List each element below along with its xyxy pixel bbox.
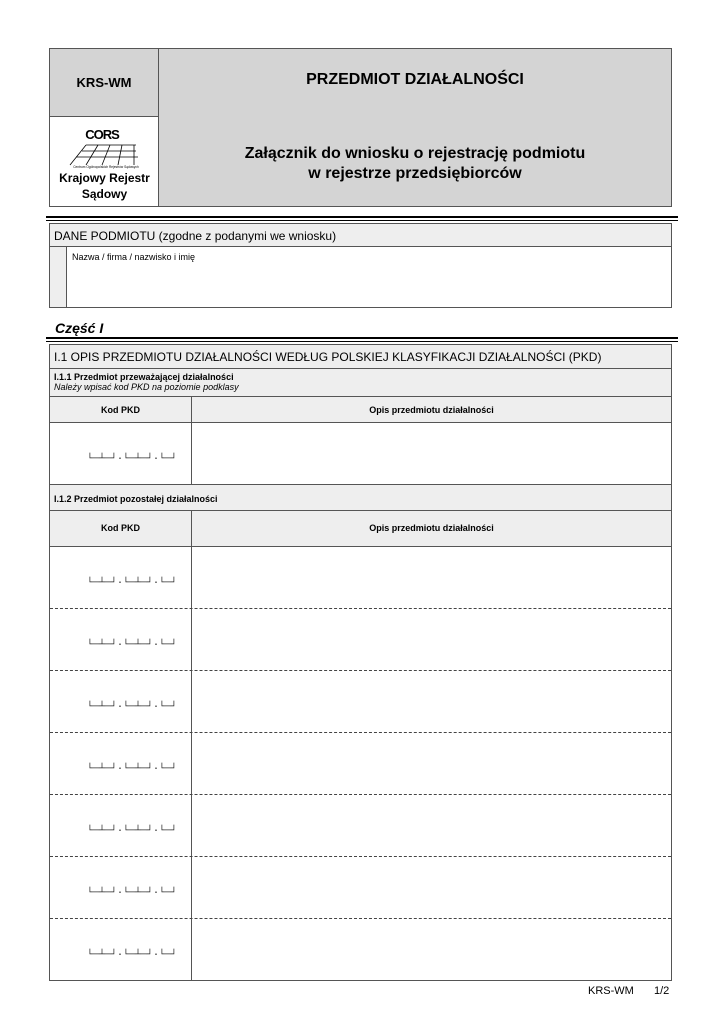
main-column-header: [50, 397, 671, 423]
activity-description-field[interactable]: [192, 609, 671, 670]
entity-data-heading: DANE PODMIOTU (zgodne z podanymi we wniosku): [50, 224, 671, 247]
title-panel: [159, 49, 671, 206]
logo-line-1: Krajowy Rejestr: [59, 171, 150, 185]
logo-caption: Centrum Ogólnopolskich Rejestrów Sądowych: [73, 165, 139, 169]
page-footer: [588, 985, 669, 997]
section-title: I.1 OPIS PRZEDMIOTU DZIAŁALNOŚCI WEDŁUG POLSKIEJ KLASYFIKACJI DZIAŁALNOŚCI (PKD): [50, 345, 671, 369]
cors-logo-icon: [56, 123, 152, 169]
pkd-code-field[interactable]: └─┴─┘·└─┴─┘·└─┘: [87, 702, 178, 713]
activity-description-field[interactable]: [192, 547, 671, 608]
entity-name-field[interactable]: [72, 266, 664, 302]
other-activity-row: [50, 857, 671, 919]
krs-logo: [50, 117, 159, 206]
col-code-header: Kod PKD: [101, 523, 140, 533]
field-gutter: [50, 247, 67, 307]
pkd-code-field[interactable]: └─┴─┘·└─┴─┘·└─┘: [87, 826, 178, 837]
divider: [46, 337, 678, 342]
other-activity-row: [50, 733, 671, 795]
col-code-header: Kod PKD: [101, 405, 140, 415]
other-activity-row: [50, 919, 671, 980]
other-activity-row: [50, 795, 671, 857]
column-divider: [191, 397, 192, 423]
subtitle-line-2: w rejestrze przedsiębiorców: [308, 165, 522, 182]
pkd-code-field[interactable]: └─┴─┘·└─┴─┘·└─┘: [87, 950, 178, 961]
column-divider: [191, 511, 192, 547]
col-desc-header: Opis przedmiotu działalności: [369, 523, 494, 533]
form-title: PRZEDMIOT DZIAŁALNOŚCI: [306, 71, 524, 88]
activity-description-field[interactable]: [192, 919, 671, 980]
col-desc-header: Opis przedmiotu działalności: [369, 405, 494, 415]
part-title: Część I: [55, 320, 104, 336]
form-subtitle: [159, 144, 671, 184]
activity-description-field[interactable]: [192, 733, 671, 794]
main-activity-row: [50, 423, 671, 485]
form-code: KRS-WM: [50, 49, 159, 117]
pkd-table: [49, 344, 672, 981]
activity-description-field[interactable]: [192, 795, 671, 856]
logo-title: [50, 170, 159, 202]
other-column-header: [50, 511, 671, 547]
footer-form-code: KRS-WM: [588, 985, 634, 997]
other-activity-row: [50, 609, 671, 671]
activity-description-field[interactable]: [192, 423, 671, 485]
pkd-code-field[interactable]: └─┴─┘·└─┴─┘·└─┘: [87, 578, 178, 589]
other-activity-title: I.1.2 Przedmiot pozostałej działalności: [54, 494, 218, 504]
form-header: [49, 48, 672, 207]
main-activity-title: I.1.1 Przedmiot przeważającej działalności: [54, 372, 234, 382]
pkd-code-field[interactable]: └─┴─┘·└─┴─┘·└─┘: [87, 640, 178, 651]
subtitle-line-1: Załącznik do wniosku o rejestrację podmiotu: [244, 145, 586, 162]
activity-description-field[interactable]: [192, 671, 671, 732]
other-activity-row: [50, 671, 671, 733]
page-number: 1/2: [653, 985, 670, 997]
entity-data-section: [49, 223, 672, 308]
pkd-code-field[interactable]: └─┴─┘·└─┴─┘·└─┘: [87, 764, 178, 775]
logo-acronym: CORS: [85, 127, 119, 142]
main-activity-note: Należy wpisać kod PKD na poziomie podklasy: [54, 382, 239, 392]
pkd-code-field[interactable]: └─┴─┘·└─┴─┘·└─┘: [87, 888, 178, 899]
logo-line-2: Sądowy: [81, 187, 128, 201]
divider: [46, 216, 678, 221]
other-activity-row: [50, 547, 671, 609]
activity-description-field[interactable]: [192, 857, 671, 918]
other-activity-header: [50, 485, 671, 511]
main-activity-header: [50, 369, 671, 397]
pkd-code-field[interactable]: └─┴─┘·└─┴─┘·└─┘: [87, 454, 178, 465]
entity-name-label: Nazwa / firma / nazwisko i imię: [72, 252, 196, 262]
